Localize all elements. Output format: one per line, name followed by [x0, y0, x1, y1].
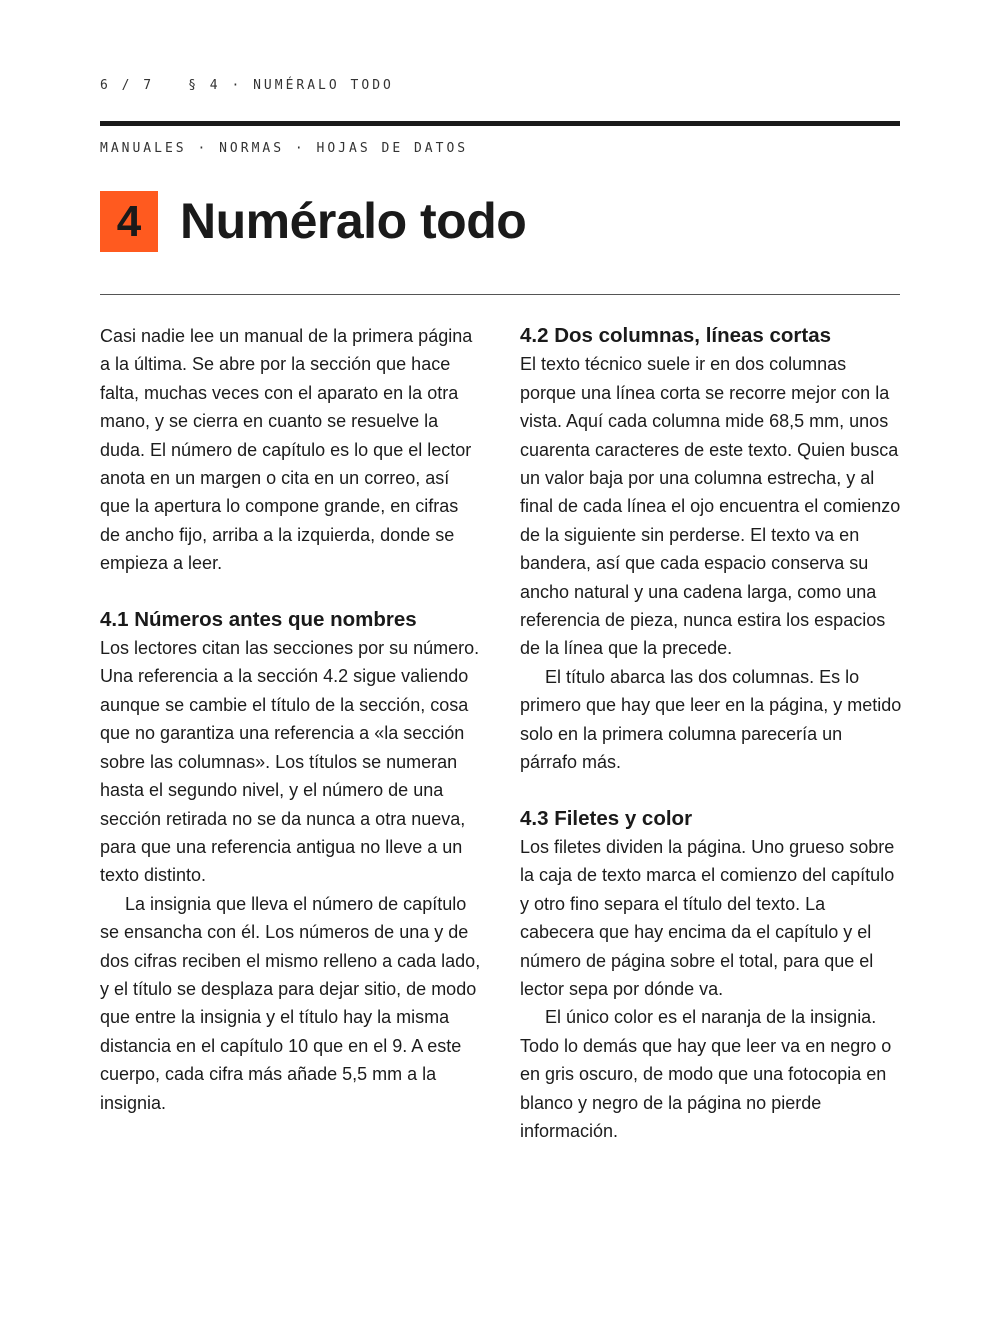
section-4-2-paragraph-1: El texto técnico suele ir en dos columnas porque una línea corta se recorre mejor con la vista. Aquí cada columna mide 68,5 mm, unos cuarenta caracteres de este texto. Quien busca un valor baja por una columna estrecha, y al final de cada línea el ojo encuentra el comienzo de la siguiente sin perderse. El texto va en bandera, así que cada espacio conserva su ancho natural y una cadena larga, como una referencia de pieza, nunca estira los espacios de la línea que la precede. — [520, 354, 901, 659]
chapter-title: Numéralo todo — [180, 193, 527, 249]
section-4-3-heading: 4.3 Filetes y color — [520, 806, 693, 830]
title-thin-rule — [100, 294, 900, 295]
section-gap — [520, 777, 902, 805]
intro-paragraph: Casi nadie lee un manual de la primera página a la última. Se abre por la sección que hace falta, muchas veces con el aparato en la otra mano, y se cierra en cuanto se resuelve la duda. El número de capítulo es lo que el lector anota en un margen o cita en un correo, así que la apertura lo compone grande, en cifras de ancho fijo, arriba a la izquierda, donde se empieza a leer. — [100, 326, 473, 574]
running-head-section: § 4 · NUMÉRALO TODO — [188, 78, 394, 93]
kicker: MANUALES · NORMAS · HOJAS DE DATOS — [100, 141, 469, 156]
section-4-2-paragraph-2: El título abarca las dos columnas. Es lo primero que hay que leer en la página, y metido solo en la primera columna parecería un párrafo más. — [520, 666, 902, 773]
document-page — [100, 0, 900, 1333]
section-4-1-paragraph-1: Los lectores citan las secciones por su número. Una referencia a la sección 4.2 sigue valiendo aunque se cambie el título de la sección, cosa que no garantiza una referencia a «la sección sobre las columnas». Los títulos se numeran hasta el segundo nivel, y el número de una sección retirada no se da nunca a otra nueva, para que una referencia antigua no lleve a un texto distinto. — [100, 638, 480, 886]
section-4-2-heading: 4.2 Dos columnas, líneas cortas — [520, 324, 832, 347]
section-4-1-heading: 4.1 Números antes que nombres — [100, 607, 417, 631]
chapter-number-badge: 4 — [100, 191, 158, 252]
section-4-1-paragraph-2: La insignia que lleva el número de capítulo se ensancha con él. Los números de una y de dos cifras reciben el mismo relleno a cada lado, y el título se desplaza para dejar sitio, de modo que entre la insignia y el título hay la misma distancia en el capítulo 10 que en el 9. A este cuerpo, cada cifra más añade 5,5 mm a la insignia. — [100, 893, 481, 1113]
right-column — [520, 322, 902, 1145]
section-4-3-paragraph-1: Los filetes dividen la página. Uno grueso sobre la caja de texto marca el comienzo del capítulo y otro fino separa el título del texto. La cabecera que hay encima da el capítulo y el número de página sobre el total, para que el lector sepa por dónde va. — [520, 836, 895, 999]
running-head — [100, 78, 394, 93]
page-counter: 6 / 7 — [100, 78, 155, 93]
section-gap — [100, 578, 482, 606]
left-column — [100, 322, 482, 1117]
chapter-thick-rule — [100, 121, 900, 126]
section-4-3-paragraph-2: El único color es el naranja de la insignia. Todo lo demás que hay que leer va en negro o en gris oscuro, de modo que una fotocopia en blanco y negro de la página no pierde información. — [520, 1007, 892, 1141]
